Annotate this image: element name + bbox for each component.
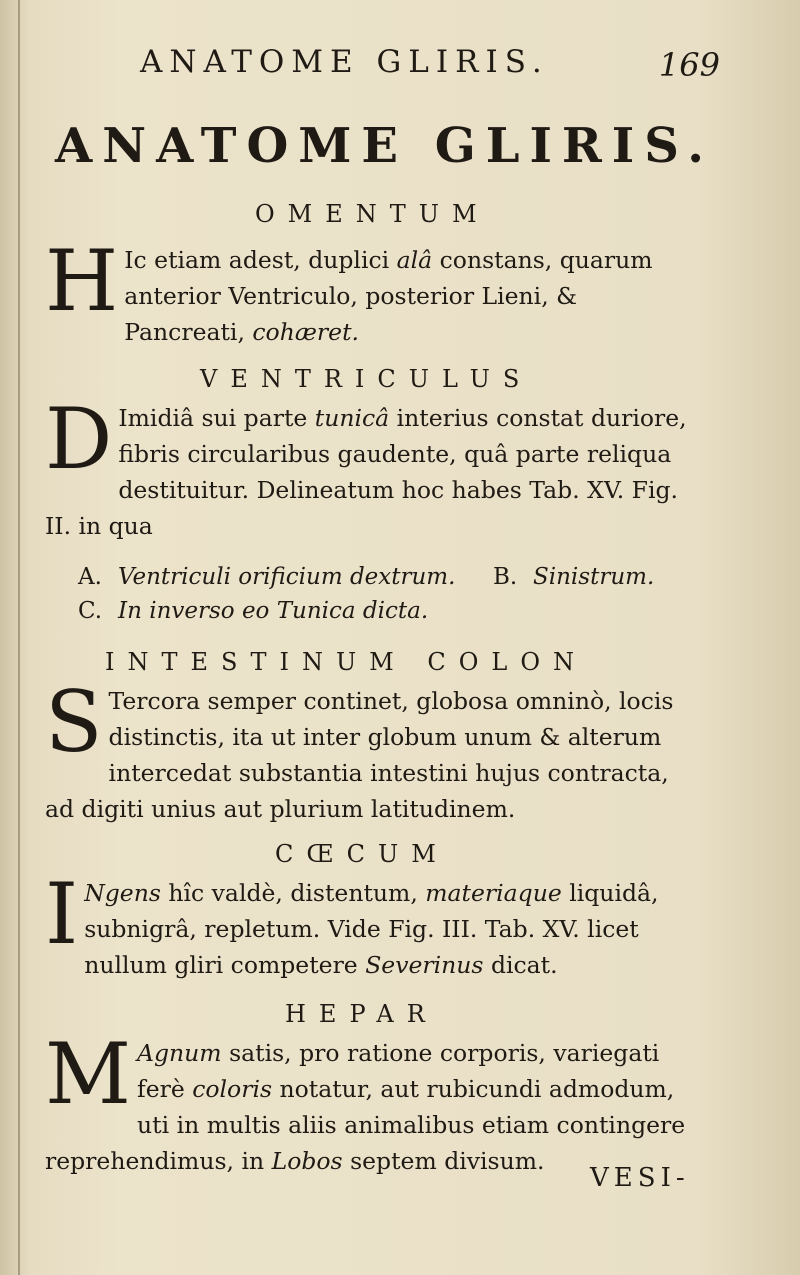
legend-value: In inverso eo Tunica dicta. [118,598,429,624]
dropcap: H [45,232,119,330]
running-title: ANATOME GLIRIS. [140,44,549,80]
legend-item-b [493,560,654,594]
paragraph-text: Tercora semper continet, globosa omninò, locis distinctis, ita ut inter globum unum & alterum intercedat substantia intestini hujus contracta, ad digiti unius aut plurium latitudinem. [45,687,674,823]
dropcap: M [45,1025,132,1123]
section-heading-hepar: HEPAR [285,1000,438,1028]
legend-key: A. [78,564,102,590]
dropcap: I [45,865,79,963]
legend-key: B. [493,564,518,590]
figure-legend-list [78,560,698,628]
paragraph-ventriculus [45,390,705,544]
section-heading-ventriculus: VENTRICULUS [200,365,533,393]
section-heading-omentum: OMENTUM [255,200,490,228]
dropcap: S [45,673,103,771]
paragraph-intestinum [45,673,705,827]
paragraph-text: Agnum satis, pro ratione corporis, variegati ferè coloris notatur, aut rubicundi admodum, uti in multis aliis animalibus etiam contingere reprehendimus, in Lobos septem divisum. [45,1039,686,1175]
legend-row [78,594,698,628]
catchword: VESI- [590,1163,690,1193]
paragraph-text: Imidiâ sui parte tunicâ interius constat duriore, fibris circularibus gaudente, quâ parte reliqua destituitur. Delineatum hoc habes Tab. XV. Fig. II. in qua [45,404,687,540]
paragraph-text: Ic etiam adest, duplici alâ constans, quarum anterior Ventriculo, posterior Lieni, & Pancreati, cohæret. [124,246,653,346]
page-fold-shadow [18,0,20,1275]
legend-key: C. [78,598,103,624]
page-title: ANATOME GLIRIS. [55,118,714,174]
legend-row [78,560,698,594]
paragraph-omentum [45,232,705,350]
section-heading-intestinum: INTESTINUM COLON [105,648,588,676]
dropcap: D [45,390,113,488]
paragraph-hepar [45,1025,705,1179]
running-head [130,44,720,94]
paragraph-text: Ngens hîc valdè, distentum, materiaque liquidâ, subnigrâ, repletum. Vide Fig. III. Tab. XV. licet nullum gliri competere Severinus dicat. [84,879,659,979]
section-heading-coecum: CŒCUM [275,840,449,868]
legend-value: Sinistrum. [533,564,655,590]
legend-value: Ventriculi orificium dextrum. [118,564,456,590]
page-number: 169 [658,46,720,84]
paragraph-coecum [45,865,705,983]
